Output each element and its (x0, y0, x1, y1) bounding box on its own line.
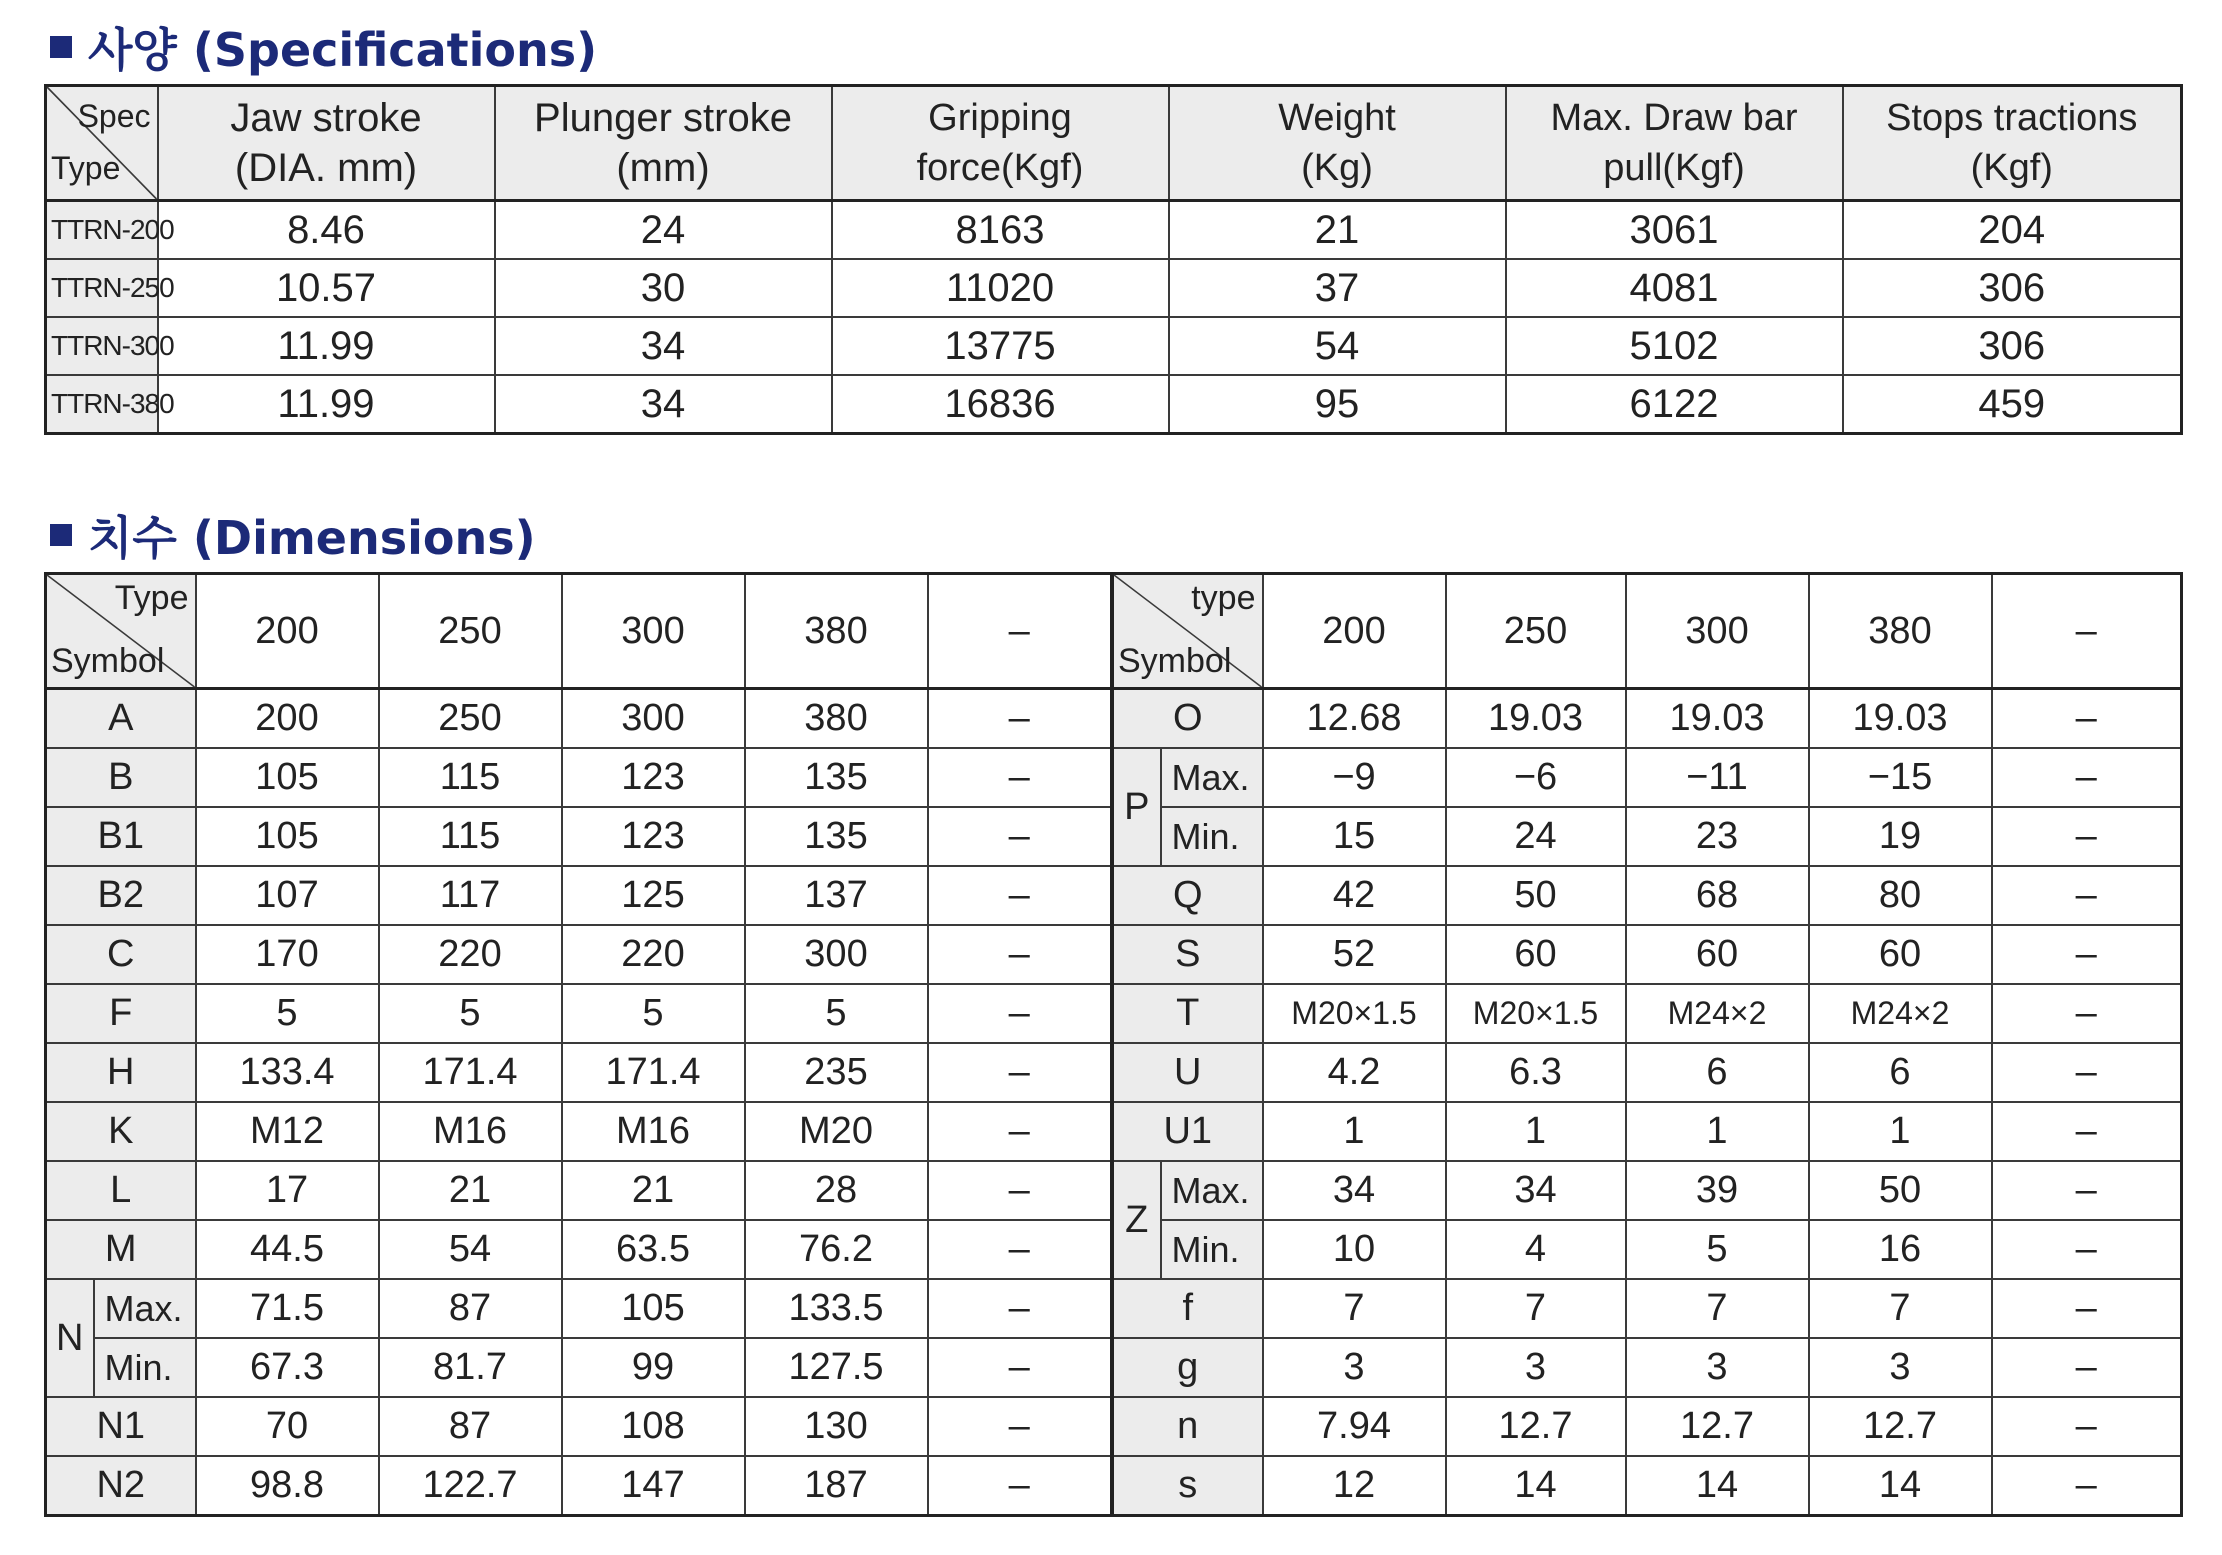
table-row (1113, 925, 2182, 984)
symbol-cell: H (46, 1043, 196, 1102)
value-cell: – (1992, 748, 2182, 807)
value-cell: 50 (1809, 1161, 1992, 1220)
header-250: 250 (379, 574, 562, 689)
header-300: 300 (562, 574, 745, 689)
value-cell: – (1992, 1279, 2182, 1338)
value-cell: 204 (1843, 201, 2182, 260)
value-cell: 68 (1626, 866, 1809, 925)
value-cell: −6 (1446, 748, 1626, 807)
value-cell: – (928, 1397, 1112, 1456)
value-cell: 24 (495, 201, 832, 260)
value-cell: 5102 (1506, 317, 1843, 375)
value-cell: 71.5 (196, 1279, 379, 1338)
symbol-cell: n (1113, 1397, 1263, 1456)
table-row (46, 375, 2182, 434)
value-cell: 7 (1263, 1279, 1446, 1338)
symbol-cell: Z (1113, 1161, 1161, 1279)
value-cell: 54 (379, 1220, 562, 1279)
value-cell: 7 (1446, 1279, 1626, 1338)
value-cell: 135 (745, 748, 928, 807)
header-plunger-stroke: Plunger stroke (mm) (495, 86, 832, 201)
sub-symbol-cell: Min. (1161, 807, 1263, 866)
value-cell: 3 (1446, 1338, 1626, 1397)
value-cell: 98.8 (196, 1456, 379, 1516)
value-cell: M24×2 (1626, 984, 1809, 1043)
sub-symbol-cell: Min. (94, 1338, 196, 1397)
value-cell: 12.68 (1263, 689, 1446, 749)
value-cell: 14 (1809, 1456, 1992, 1516)
value-cell: 99 (562, 1338, 745, 1397)
value-cell: 1 (1446, 1102, 1626, 1161)
value-cell: 123 (562, 748, 745, 807)
value-cell: 171.4 (562, 1043, 745, 1102)
value-cell: 14 (1626, 1456, 1809, 1516)
table-row (1113, 1456, 2182, 1516)
value-cell: – (928, 1220, 1112, 1279)
value-cell: 105 (196, 807, 379, 866)
header-380: 380 (745, 574, 928, 689)
value-cell: M16 (379, 1102, 562, 1161)
value-cell: 4 (1446, 1220, 1626, 1279)
value-cell: 19.03 (1809, 689, 1992, 749)
value-cell: 87 (379, 1397, 562, 1456)
value-cell: 200 (196, 689, 379, 749)
value-cell: – (928, 1456, 1112, 1516)
value-cell: 1 (1809, 1102, 1992, 1161)
value-cell: 42 (1263, 866, 1446, 925)
value-cell: 50 (1446, 866, 1626, 925)
value-cell: – (928, 1102, 1112, 1161)
symbol-cell: C (46, 925, 196, 984)
value-cell: 16 (1809, 1220, 1992, 1279)
value-cell: 12.7 (1446, 1397, 1626, 1456)
symbol-cell: B1 (46, 807, 196, 866)
dimensions-title: 치수 (Dimensions) (88, 511, 536, 565)
value-cell: 4081 (1506, 259, 1843, 317)
value-cell: 60 (1626, 925, 1809, 984)
value-cell: M20×1.5 (1446, 984, 1626, 1043)
sub-symbol-cell: Max. (94, 1279, 196, 1338)
value-cell: – (928, 807, 1112, 866)
value-cell: 220 (379, 925, 562, 984)
symbol-cell: P (1113, 748, 1161, 866)
value-cell: M16 (562, 1102, 745, 1161)
value-cell: 7 (1626, 1279, 1809, 1338)
value-cell: 171.4 (379, 1043, 562, 1102)
table-row (46, 984, 1112, 1043)
value-cell: 220 (562, 925, 745, 984)
value-cell: 19.03 (1446, 689, 1626, 749)
value-cell: 105 (562, 1279, 745, 1338)
value-cell: – (928, 689, 1112, 749)
value-cell: 117 (379, 866, 562, 925)
symbol-cell: g (1113, 1338, 1263, 1397)
value-cell: 12.7 (1626, 1397, 1809, 1456)
value-cell: 380 (745, 689, 928, 749)
table-row (46, 866, 1112, 925)
value-cell: 5 (745, 984, 928, 1043)
type-cell: TTRN-250 (46, 259, 158, 317)
symbol-cell: M (46, 1220, 196, 1279)
value-cell: 10 (1263, 1220, 1446, 1279)
table-row (46, 1338, 1112, 1397)
symbol-cell: S (1113, 925, 1263, 984)
table-row (46, 317, 2182, 375)
value-cell: 107 (196, 866, 379, 925)
table-row (1113, 1161, 2182, 1220)
table-row (1113, 1397, 2182, 1456)
value-cell: 39 (1626, 1161, 1809, 1220)
type-cell: TTRN-380 (46, 375, 158, 434)
header-dash: – (928, 574, 1112, 689)
header-jaw-stroke: Jaw stroke (DIA. mm) (158, 86, 495, 201)
corner-label-type: Type (51, 150, 121, 186)
value-cell: 122.7 (379, 1456, 562, 1516)
table-row (46, 925, 1112, 984)
value-cell: 23 (1626, 807, 1809, 866)
value-cell: 5 (562, 984, 745, 1043)
corner-label-symbol: Symbol (1118, 642, 1232, 680)
value-cell: 11020 (832, 259, 1169, 317)
value-cell: 147 (562, 1456, 745, 1516)
value-cell: 17 (196, 1161, 379, 1220)
table-row (46, 1397, 1112, 1456)
value-cell: 306 (1843, 317, 2182, 375)
value-cell: 4.2 (1263, 1043, 1446, 1102)
value-cell: 28 (745, 1161, 928, 1220)
table-row (46, 259, 2182, 317)
value-cell: 130 (745, 1397, 928, 1456)
value-cell: 133.5 (745, 1279, 928, 1338)
value-cell: 13775 (832, 317, 1169, 375)
symbol-cell: L (46, 1161, 196, 1220)
value-cell: 54 (1169, 317, 1506, 375)
type-cell: TTRN-200 (46, 201, 158, 260)
symbol-cell: s (1113, 1456, 1263, 1516)
value-cell: 115 (379, 807, 562, 866)
value-cell: 3061 (1506, 201, 1843, 260)
value-cell: 95 (1169, 375, 1506, 434)
value-cell: 3 (1626, 1338, 1809, 1397)
symbol-type-corner-cell (46, 574, 196, 689)
table-row (46, 807, 1112, 866)
specifications-title: 사양 (Specifications) (88, 23, 598, 77)
table-row (1113, 689, 2182, 749)
symbol-cell: U1 (1113, 1102, 1263, 1161)
symbol-cell: O (1113, 689, 1263, 749)
table-row (46, 1220, 1112, 1279)
value-cell: 87 (379, 1279, 562, 1338)
value-cell: 60 (1446, 925, 1626, 984)
sub-symbol-cell: Min. (1161, 1220, 1263, 1279)
value-cell: 12.7 (1809, 1397, 1992, 1456)
value-cell: 21 (379, 1161, 562, 1220)
value-cell: 60 (1809, 925, 1992, 984)
value-cell: −15 (1809, 748, 1992, 807)
table-row (1113, 807, 2182, 866)
dim-header-row (1113, 574, 2182, 689)
dimensions-table-left (44, 572, 1113, 1517)
value-cell: – (1992, 1102, 2182, 1161)
value-cell: – (1992, 1397, 2182, 1456)
header-200: 200 (1263, 574, 1446, 689)
value-cell: 250 (379, 689, 562, 749)
value-cell: – (928, 1043, 1112, 1102)
value-cell: 105 (196, 748, 379, 807)
value-cell: 21 (562, 1161, 745, 1220)
value-cell: 19 (1809, 807, 1992, 866)
value-cell: 11.99 (158, 317, 495, 375)
specifications-heading (50, 14, 597, 80)
value-cell: 127.5 (745, 1338, 928, 1397)
value-cell: – (928, 1279, 1112, 1338)
type-cell: TTRN-300 (46, 317, 158, 375)
value-cell: – (1992, 1220, 2182, 1279)
value-cell: 34 (495, 375, 832, 434)
symbol-cell: f (1113, 1279, 1263, 1338)
header-stops-tractions: Stops tractions (Kgf) (1843, 86, 2182, 201)
value-cell: 34 (1446, 1161, 1626, 1220)
corner-label-type: type (1191, 579, 1256, 617)
value-cell: 8.46 (158, 201, 495, 260)
value-cell: 67.3 (196, 1338, 379, 1397)
value-cell: 76.2 (745, 1220, 928, 1279)
value-cell: 459 (1843, 375, 2182, 434)
value-cell: 125 (562, 866, 745, 925)
value-cell: – (1992, 866, 2182, 925)
value-cell: – (1992, 925, 2182, 984)
table-row (46, 1043, 1112, 1102)
value-cell: – (1992, 689, 2182, 749)
value-cell: – (1992, 1338, 2182, 1397)
value-cell: M12 (196, 1102, 379, 1161)
header-380: 380 (1809, 574, 1992, 689)
value-cell: 14 (1446, 1456, 1626, 1516)
value-cell: 80 (1809, 866, 1992, 925)
value-cell: – (1992, 1456, 2182, 1516)
table-row (46, 1279, 1112, 1338)
value-cell: 3 (1809, 1338, 1992, 1397)
value-cell: 8163 (832, 201, 1169, 260)
value-cell: 170 (196, 925, 379, 984)
value-cell: 7.94 (1263, 1397, 1446, 1456)
symbol-cell: T (1113, 984, 1263, 1043)
header-weight: Weight (Kg) (1169, 86, 1506, 201)
value-cell: 11.99 (158, 375, 495, 434)
spec-header-row (46, 86, 2182, 201)
table-row (1113, 748, 2182, 807)
value-cell: – (928, 1338, 1112, 1397)
table-row (1113, 1102, 2182, 1161)
value-cell: – (1992, 1161, 2182, 1220)
value-cell: 5 (379, 984, 562, 1043)
value-cell: 30 (495, 259, 832, 317)
value-cell: 24 (1446, 807, 1626, 866)
value-cell: 34 (495, 317, 832, 375)
table-row (46, 201, 2182, 260)
value-cell: 300 (562, 689, 745, 749)
value-cell: 10.57 (158, 259, 495, 317)
value-cell: 5 (196, 984, 379, 1043)
value-cell: 115 (379, 748, 562, 807)
value-cell: 19.03 (1626, 689, 1809, 749)
value-cell: 306 (1843, 259, 2182, 317)
value-cell: 70 (196, 1397, 379, 1456)
header-dash: – (1992, 574, 2182, 689)
table-row (1113, 1220, 2182, 1279)
table-row (1113, 1338, 2182, 1397)
value-cell: 108 (562, 1397, 745, 1456)
table-row (46, 748, 1112, 807)
value-cell: 34 (1263, 1161, 1446, 1220)
symbol-cell: K (46, 1102, 196, 1161)
symbol-cell: B2 (46, 866, 196, 925)
symbol-cell: A (46, 689, 196, 749)
corner-label-spec: Spec (77, 98, 151, 134)
value-cell: 133.4 (196, 1043, 379, 1102)
value-cell: 6122 (1506, 375, 1843, 434)
value-cell: 6.3 (1446, 1043, 1626, 1102)
symbol-cell: N2 (46, 1456, 196, 1516)
symbol-cell: Q (1113, 866, 1263, 925)
value-cell: −9 (1263, 748, 1446, 807)
header-draw-bar-pull: Max. Draw bar pull(Kgf) (1506, 86, 1843, 201)
square-bullet-icon (50, 524, 72, 546)
symbol-cell: N1 (46, 1397, 196, 1456)
symbol-cell: F (46, 984, 196, 1043)
value-cell: 6 (1626, 1043, 1809, 1102)
table-row (46, 1102, 1112, 1161)
header-200: 200 (196, 574, 379, 689)
dimensions-table-right (1111, 572, 2183, 1517)
value-cell: 81.7 (379, 1338, 562, 1397)
value-cell: 16836 (832, 375, 1169, 434)
value-cell: −11 (1626, 748, 1809, 807)
value-cell: M24×2 (1809, 984, 1992, 1043)
header-250: 250 (1446, 574, 1626, 689)
corner-label-type: Type (114, 579, 189, 617)
value-cell: 15 (1263, 807, 1446, 866)
value-cell: – (928, 925, 1112, 984)
value-cell: 7 (1809, 1279, 1992, 1338)
value-cell: 300 (745, 925, 928, 984)
value-cell: 21 (1169, 201, 1506, 260)
value-cell: 187 (745, 1456, 928, 1516)
value-cell: 1 (1263, 1102, 1446, 1161)
table-row (1113, 1279, 2182, 1338)
value-cell: M20 (745, 1102, 928, 1161)
value-cell: – (1992, 1043, 2182, 1102)
value-cell: 1 (1626, 1102, 1809, 1161)
value-cell: 37 (1169, 259, 1506, 317)
value-cell: 135 (745, 807, 928, 866)
value-cell: – (928, 1161, 1112, 1220)
value-cell: 3 (1263, 1338, 1446, 1397)
value-cell: M20×1.5 (1263, 984, 1446, 1043)
dim-header-row (46, 574, 1112, 689)
value-cell: 12 (1263, 1456, 1446, 1516)
value-cell: 6 (1809, 1043, 1992, 1102)
value-cell: – (1992, 807, 2182, 866)
dimensions-heading (50, 502, 536, 568)
table-row (1113, 984, 2182, 1043)
table-row (46, 1161, 1112, 1220)
table-row (1113, 1043, 2182, 1102)
spec-type-corner-cell (46, 86, 158, 201)
value-cell: 44.5 (196, 1220, 379, 1279)
value-cell: – (928, 984, 1112, 1043)
value-cell: 235 (745, 1043, 928, 1102)
symbol-cell: U (1113, 1043, 1263, 1102)
specifications-table (44, 84, 2183, 435)
table-row (46, 689, 1112, 749)
value-cell: – (928, 748, 1112, 807)
square-bullet-icon (50, 36, 72, 58)
sub-symbol-cell: Max. (1161, 1161, 1263, 1220)
table-row (46, 1456, 1112, 1516)
value-cell: 52 (1263, 925, 1446, 984)
table-row (1113, 866, 2182, 925)
corner-label-symbol: Symbol (51, 642, 165, 680)
header-gripping-force: Gripping force(Kgf) (832, 86, 1169, 201)
header-300: 300 (1626, 574, 1809, 689)
value-cell: 123 (562, 807, 745, 866)
symbol-cell: N (46, 1279, 94, 1397)
value-cell: – (1992, 984, 2182, 1043)
symbol-cell: B (46, 748, 196, 807)
value-cell: – (928, 866, 1112, 925)
symbol-type-corner-cell (1113, 574, 1263, 689)
sub-symbol-cell: Max. (1161, 748, 1263, 807)
value-cell: 63.5 (562, 1220, 745, 1279)
value-cell: 137 (745, 866, 928, 925)
value-cell: 5 (1626, 1220, 1809, 1279)
